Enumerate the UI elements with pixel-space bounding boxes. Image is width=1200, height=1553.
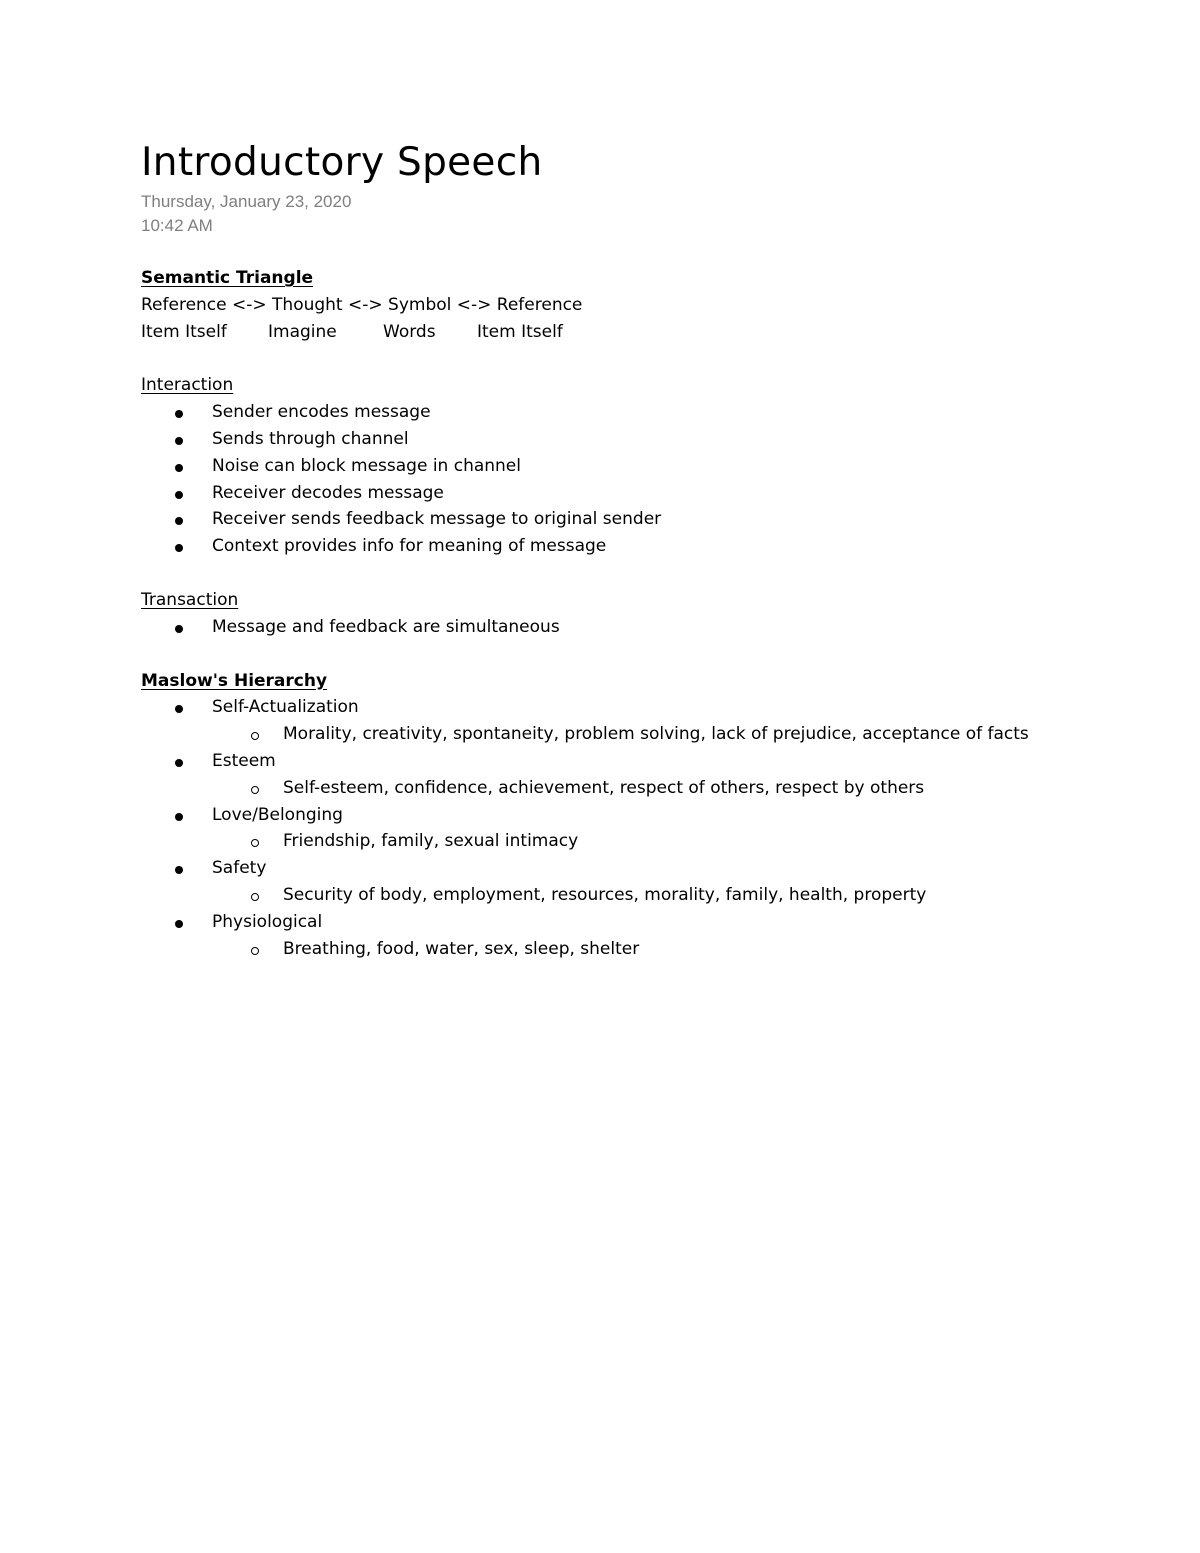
label-words: Words: [383, 321, 436, 342]
list-item: [141, 909, 1151, 963]
sub-list: [212, 775, 1151, 802]
sub-list-item: [212, 775, 1151, 802]
semantic-triangle-line: Reference <-> Thought <-> Symbol <-> Reference: [141, 294, 583, 315]
circle-bullet-icon: [251, 893, 259, 901]
sub-list-item: [212, 721, 1151, 748]
maslow-list: [141, 694, 1151, 962]
list-item: [141, 614, 1151, 641]
list-item-text: Esteem: [212, 750, 276, 771]
list-item: [141, 453, 1151, 480]
circle-bullet-icon: [251, 839, 259, 847]
transaction-heading: Transaction: [141, 589, 239, 610]
transaction-section: [141, 587, 1151, 641]
list-item: [141, 802, 1151, 856]
list-item: [141, 533, 1151, 560]
maslow-section: [141, 668, 1151, 963]
bullet-icon: [175, 920, 183, 928]
sub-list-item-text: Self-esteem, confidence, achievement, respect of others, respect by others: [283, 777, 925, 798]
maslow-heading: Maslow's Hierarchy: [141, 670, 328, 691]
bullet-icon: [175, 705, 183, 713]
list-item-text: Physiological: [212, 911, 323, 932]
sub-list-item: [212, 936, 1151, 963]
sub-list: [212, 936, 1151, 963]
bullet-icon: [175, 866, 183, 874]
list-item: [141, 426, 1151, 453]
sub-list-item-text: Breathing, food, water, sex, sleep, shelter: [283, 938, 640, 959]
list-item-text: Sends through channel: [212, 428, 409, 449]
list-item-text: Receiver sends feedback message to original sender: [212, 509, 662, 530]
note-time: 10:42 AM: [141, 216, 213, 235]
list-item-text: Sender encodes message: [212, 402, 431, 423]
label-imagine: Imagine: [268, 321, 337, 342]
note-date: Thursday, January 23, 2020: [141, 192, 352, 211]
bullet-icon: [175, 625, 183, 633]
list-item: [141, 399, 1151, 426]
semantic-triangle-section: [141, 265, 1151, 345]
list-item-text: Context provides info for meaning of message: [212, 536, 607, 557]
interaction-heading: Interaction: [141, 375, 234, 396]
circle-bullet-icon: [251, 732, 259, 740]
sub-list: [212, 721, 1151, 748]
label-item-itself-2: Item Itself: [477, 321, 563, 342]
transaction-list: [141, 614, 1151, 641]
list-item-text: Self-Actualization: [212, 697, 359, 718]
bullet-icon: [175, 544, 183, 552]
sub-list-item-text: Morality, creativity, spontaneity, problem solving, lack of prejudice, acceptance of facts: [283, 724, 1029, 745]
list-item: [141, 748, 1151, 802]
label-item-itself-1: Item Itself: [141, 321, 227, 342]
bullet-icon: [175, 437, 183, 445]
sub-list: [212, 882, 1151, 909]
sub-list-item-text: Friendship, family, sexual intimacy: [283, 831, 579, 852]
sub-list-item-text: Security of body, employment, resources, morality, family, health, property: [283, 884, 927, 905]
sub-list-item: [212, 828, 1151, 855]
circle-bullet-icon: [251, 786, 259, 794]
bullet-icon: [175, 813, 183, 821]
circle-bullet-icon: [251, 947, 259, 955]
list-item: [141, 855, 1151, 909]
page-title: Introductory Speech: [141, 140, 543, 185]
list-item-text: Noise can block message in channel: [212, 455, 521, 476]
list-item-text: Message and feedback are simultaneous: [212, 616, 560, 637]
bullet-icon: [175, 491, 183, 499]
list-item: [141, 506, 1151, 533]
list-item-text: Receiver decodes message: [212, 482, 444, 503]
semantic-triangle-heading: Semantic Triangle: [141, 268, 314, 288]
list-item-text: Love/Belonging: [212, 804, 343, 825]
note-page: [141, 138, 1151, 962]
sub-list-item: [212, 882, 1151, 909]
bullet-icon: [175, 410, 183, 418]
interaction-list: [141, 399, 1151, 560]
list-item-text: Safety: [212, 858, 267, 879]
bullet-icon: [175, 464, 183, 472]
interaction-section: [141, 372, 1151, 560]
sub-list: [212, 828, 1151, 855]
bullet-icon: [175, 517, 183, 525]
list-item: [141, 694, 1151, 748]
semantic-triangle-labels: [141, 319, 1151, 346]
bullet-icon: [175, 759, 183, 767]
list-item: [141, 480, 1151, 507]
